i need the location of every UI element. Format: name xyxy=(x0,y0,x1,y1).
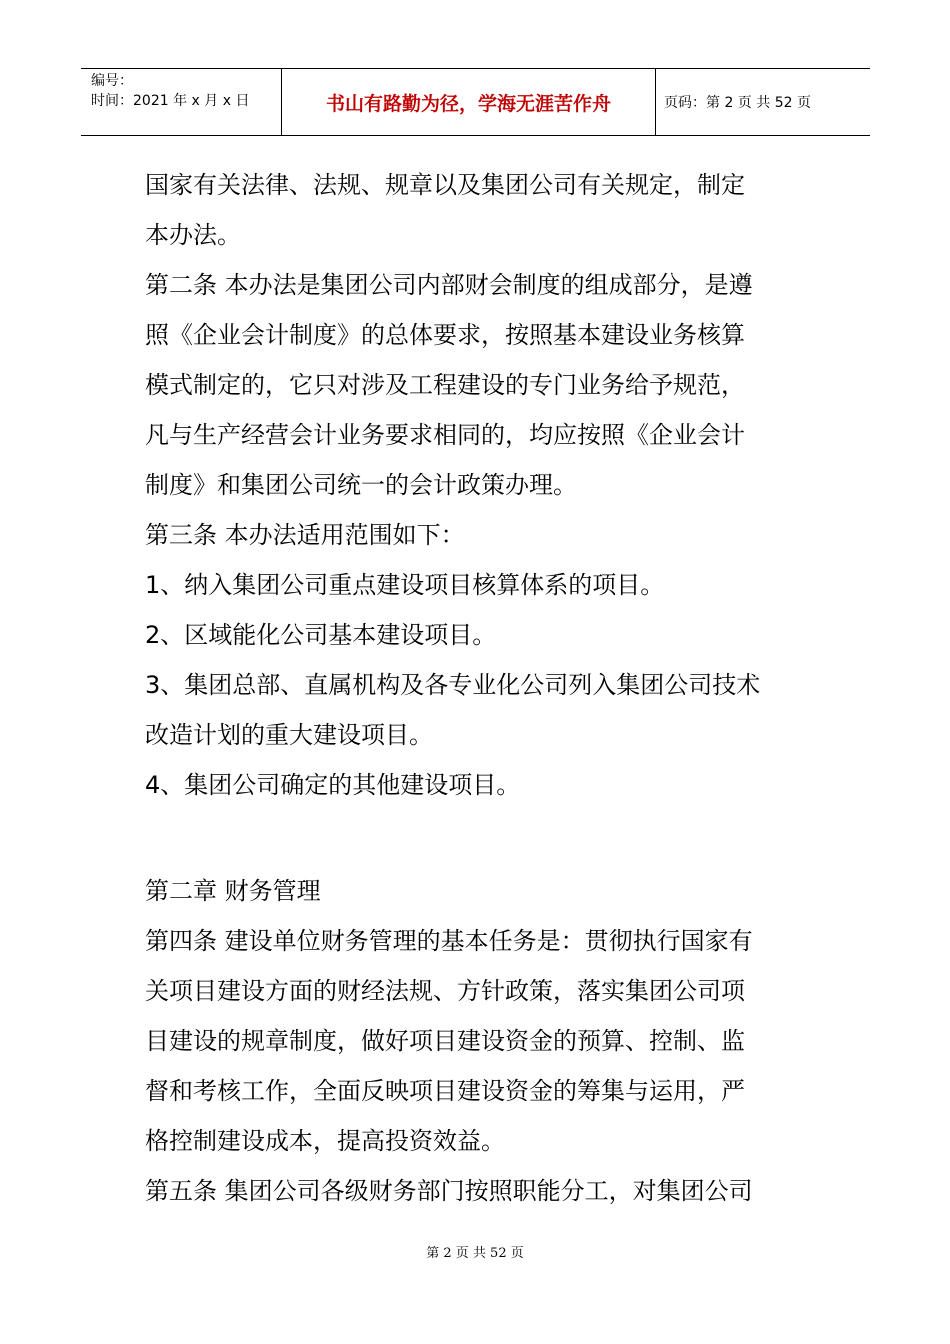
document-number-label: 编号： xyxy=(91,73,133,89)
header-motto-cell xyxy=(282,69,656,135)
body-line: 制度》和集团公司统一的会计政策办理。 xyxy=(145,471,577,499)
body-line: 照《企业会计制度》的总体要求，按照基本建设业务核算 xyxy=(145,321,745,349)
header-page-info: 页码：第 2 页 共 52 页 xyxy=(664,95,811,111)
article-4-start: 第四条 建设单位财务管理的基本任务是：贯彻执行国家有 xyxy=(145,927,753,955)
document-date: 时间：2021 年 x 月 x 日 xyxy=(91,93,250,109)
chapter-heading: 第二章 财务管理 xyxy=(145,877,321,905)
article-3-start: 第三条 本办法适用范围如下： xyxy=(145,521,465,549)
list-item: 3、集团总部、直属机构及各专业化公司列入集团公司技术 xyxy=(145,671,761,699)
body-line: 国家有关法律、法规、规章以及集团公司有关规定，制定 xyxy=(145,171,745,199)
body-line: 目建设的规章制度，做好项目建设资金的预算、控制、监 xyxy=(145,1027,745,1055)
article-2-start: 第二条 本办法是集团公司内部财会制度的组成部分，是遵 xyxy=(145,271,753,299)
list-item: 1、纳入集团公司重点建设项目核算体系的项目。 xyxy=(145,571,665,599)
header-motto: 书山有路勤为径，学海无涯苦作舟 xyxy=(325,93,611,115)
header-page-cell xyxy=(656,69,870,135)
list-item: 4、集团公司确定的其他建设项目。 xyxy=(145,771,521,799)
body-line: 格控制建设成本，提高投资效益。 xyxy=(145,1127,505,1155)
blank-line xyxy=(145,810,805,860)
page-footer: 第 2 页 共 52 页 xyxy=(426,1246,524,1261)
body-line: 模式制定的，它只对涉及工程建设的专门业务给予规范， xyxy=(145,371,745,399)
page-header xyxy=(81,68,870,136)
document-body xyxy=(145,160,805,1216)
list-item: 2、区域能化公司基本建设项目。 xyxy=(145,621,497,649)
body-line: 关项目建设方面的财经法规、方针政策，落实集团公司项 xyxy=(145,977,745,1005)
body-line: 督和考核工作，全面反映项目建设资金的筹集与运用，严 xyxy=(145,1077,745,1105)
body-line: 本办法。 xyxy=(145,221,241,249)
article-5-start: 第五条 集团公司各级财务部门按照职能分工，对集团公司 xyxy=(145,1177,753,1205)
header-meta-cell xyxy=(81,69,282,135)
body-line: 改造计划的重大建设项目。 xyxy=(145,721,433,749)
body-line: 凡与生产经营会计业务要求相同的，均应按照《企业会计 xyxy=(145,421,745,449)
